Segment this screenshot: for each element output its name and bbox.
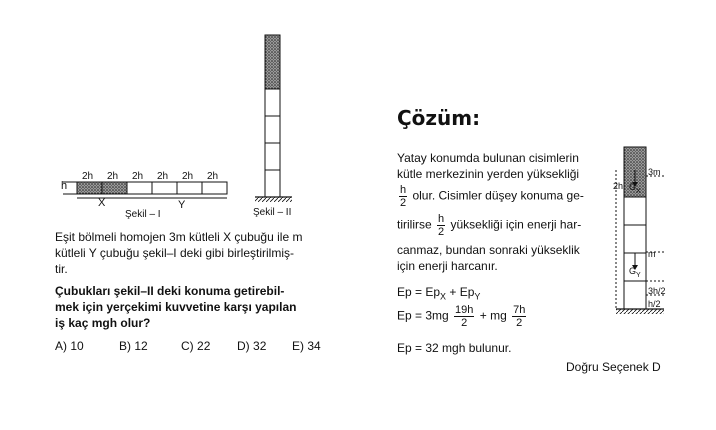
solution-title: Çözüm: xyxy=(397,106,481,130)
rod-segment xyxy=(624,197,646,225)
question-line: mek için yerçekimi kuvvetine karşı yapılan xyxy=(55,300,297,314)
fig2-label-m: m xyxy=(648,249,656,259)
problem-question xyxy=(55,283,345,331)
equation-1: $Ep = Ep_X + Ep_Y$ xyxy=(397,285,481,302)
rod-segment xyxy=(127,182,152,194)
option-c[interactable]: C) 22 xyxy=(181,339,211,353)
question-line: Çubukları şekil–II deki konuma getirebil- xyxy=(55,284,285,298)
solution-line: $\frac{h}{2}$ olur. Cisimler düşey konuma ge- xyxy=(400,184,584,209)
option-a[interactable]: A) 10 xyxy=(55,339,84,353)
ground-hatch xyxy=(616,309,664,314)
segment-label: 2h xyxy=(132,171,144,182)
fraction: $\frac{h}{2}$ xyxy=(400,184,407,209)
x-label: X xyxy=(98,197,106,209)
problem-line: tir. xyxy=(55,262,68,276)
problem-line: Eşit bölmeli homojen 3m kütleli X çubuğu ile m xyxy=(55,230,303,244)
solution-line: canmaz, bundan sonraki yükseklik xyxy=(397,243,580,257)
fig2-label-gx: $G_X$ xyxy=(629,182,641,195)
question-line: iş kaç mgh olur? xyxy=(55,316,151,330)
y-label: Y xyxy=(178,199,186,211)
fig2-label-2h: 2h xyxy=(613,181,624,191)
solution-line: için enerji harcanır. xyxy=(397,259,498,273)
figure-2-vertical-rod xyxy=(250,30,300,230)
solution-text xyxy=(397,150,607,274)
fig2-label-3h2: 3h/2 xyxy=(648,286,666,296)
fig2-label-h2: h/2 xyxy=(648,299,661,309)
rod-segment xyxy=(152,182,177,194)
rod-segment xyxy=(177,182,202,194)
segment-label: 2h xyxy=(82,171,94,182)
rod-x-segment-dotted xyxy=(265,35,280,89)
rod-segment xyxy=(624,281,646,309)
segment-label: 2h xyxy=(157,171,169,182)
option-b[interactable]: B) 12 xyxy=(119,339,148,353)
rod-segment xyxy=(202,182,227,194)
fraction: $\frac{h}{2}$ xyxy=(438,213,445,238)
solution-line: tirilirse $\frac{h}{2}$ yüksekliği için enerji har- xyxy=(397,213,582,238)
answer-options xyxy=(55,338,345,354)
rod-segment xyxy=(265,143,280,170)
rod-segment xyxy=(265,170,280,197)
segment-label: 2h xyxy=(107,171,119,182)
caption-figure-1: Şekil – I xyxy=(125,209,161,220)
ground-hatch xyxy=(255,197,292,202)
problem-line: kütleli Y çubuğu şekil–I deki gibi birleştirilmiş- xyxy=(55,246,294,260)
solution-line: Yatay konumda bulunan cisimlerin xyxy=(397,151,579,165)
fig2-label-gy: $G_Y$ xyxy=(629,266,641,279)
rod-segment xyxy=(265,89,280,116)
problem-statement xyxy=(55,229,345,277)
solution-line: kütle merkezinin yerden yüksekliği xyxy=(397,167,580,181)
rod-x-segment-dotted xyxy=(102,182,127,194)
caption-figure-2: Şekil – II xyxy=(253,207,292,218)
segment-label: 2h xyxy=(207,171,219,182)
option-d[interactable]: D) 32 xyxy=(237,339,267,353)
answer-label: Doğru Seçenek D xyxy=(566,360,661,374)
segment-label: 2h xyxy=(182,171,194,182)
height-label: h xyxy=(61,180,68,192)
rod-segment xyxy=(265,116,280,143)
rod-segment xyxy=(624,225,646,253)
rod-x-segment-dotted xyxy=(77,182,102,194)
fig2-label-3m: 3m xyxy=(648,167,661,177)
option-e[interactable]: E) 34 xyxy=(292,339,321,353)
equation-2: Ep = 3mg $\frac{19h}{2}$ + mg $\frac{7h}{2}$ xyxy=(397,304,526,329)
equation-3: Ep = 32 mgh bulunur. xyxy=(397,341,512,355)
